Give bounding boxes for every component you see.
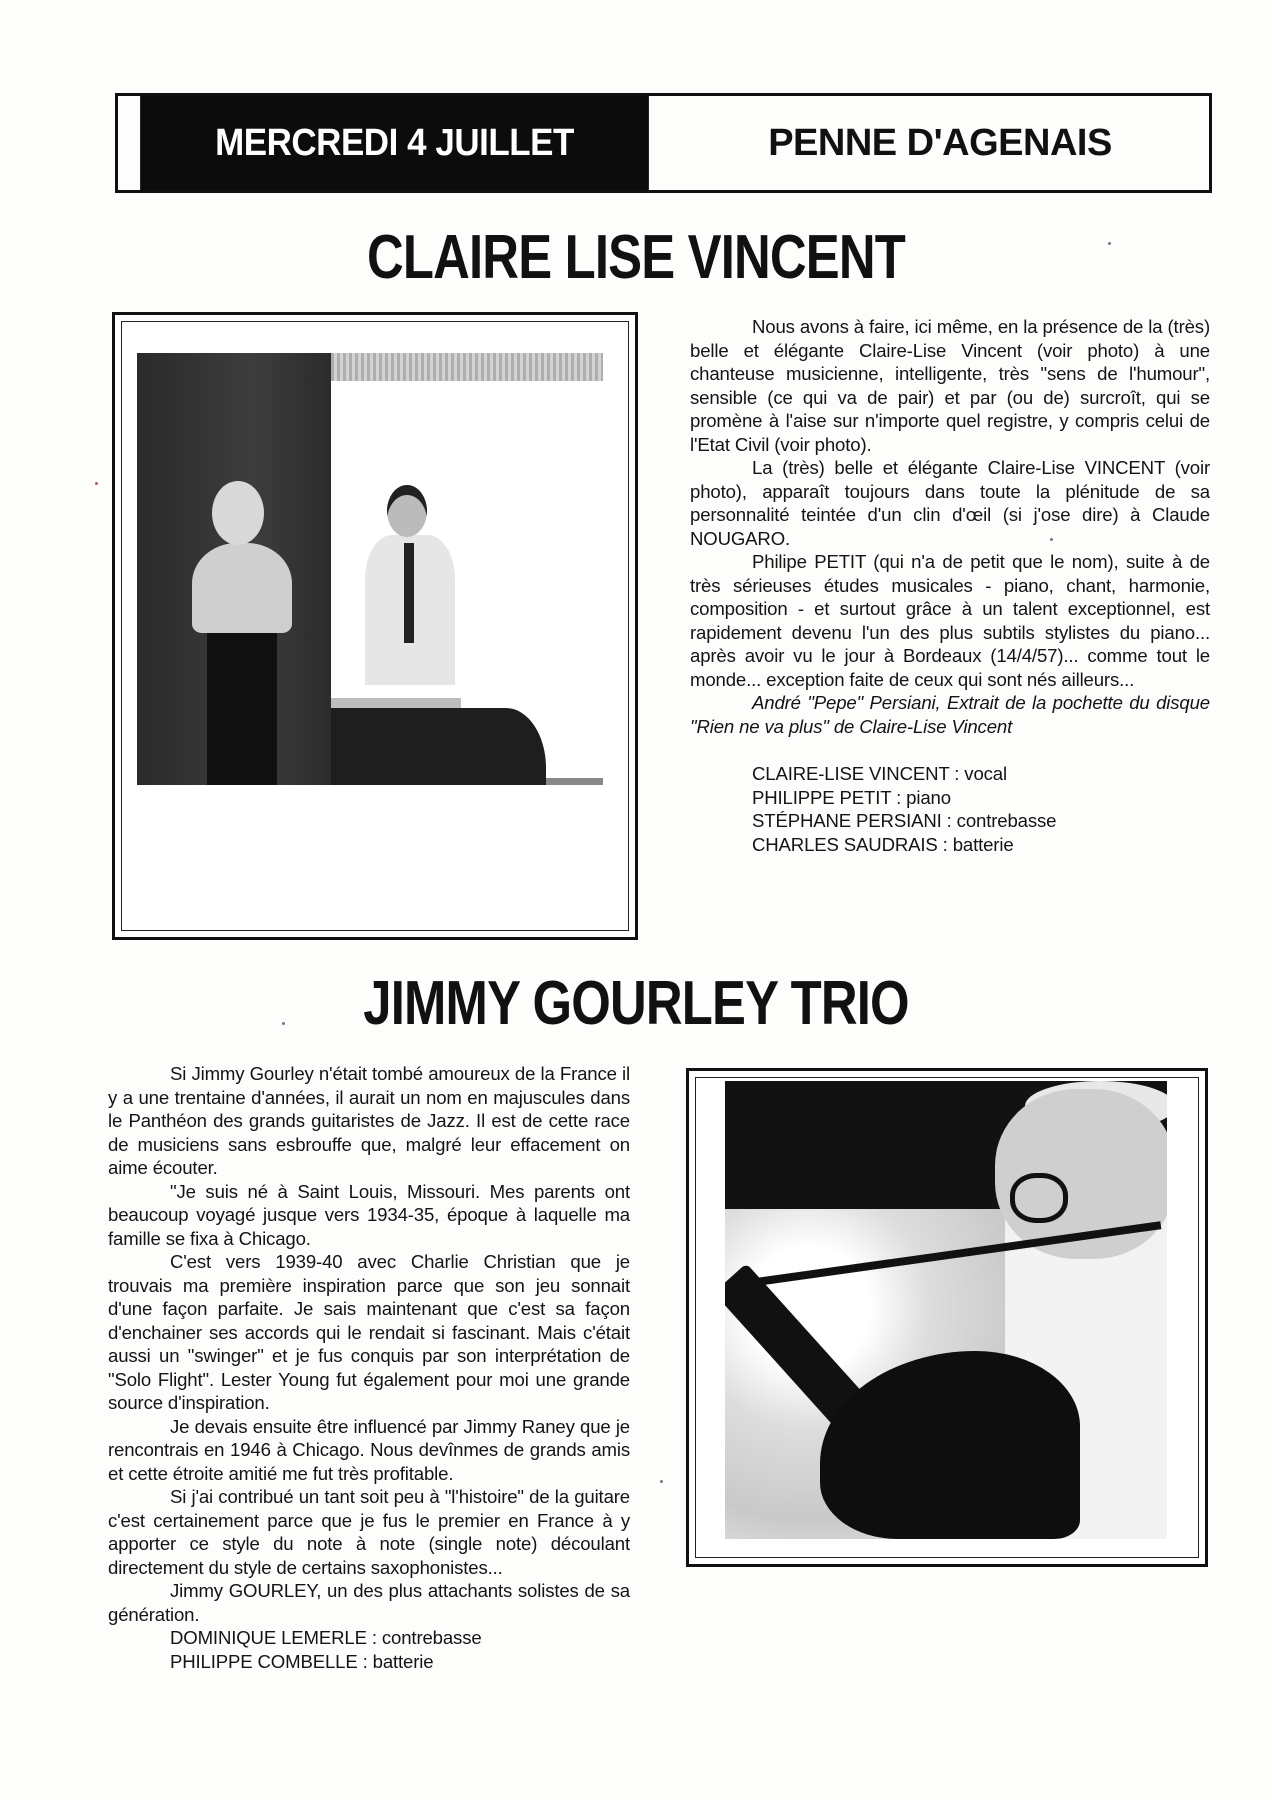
paragraph: Jimmy GOURLEY, un des plus attachants solistes de sa génération. [108,1580,630,1625]
lineup-item: PHILIPPE PETIT : piano [752,786,951,808]
event-date: MERCREDI 4 JUILLET [140,96,649,190]
paragraph: La (très) belle et élégante Claire-Lise VINCENT (voir photo), apparaît toujours dans toute la plénitude de sa personnalité teintée d'un clin d'œil (si j'ose dire) à Claude NOUGARO. [690,457,1210,549]
lineup-item: DOMINIQUE LEMERLE : contrebasse [170,1627,482,1648]
photo-woman-shoulders [192,543,292,633]
paragraph: Si j'ai contribué un tant soit peu à "l'histoire" de la guitare c'est certainement parce que je fus le premier en France à y apporter ce style du note à note (single note) découlant directement du style de certains saxophonistes... [108,1486,630,1578]
photo-woman-head [212,481,264,545]
paragraph: C'est vers 1939-40 avec Charlie Christian que je trouvais ma première inspiration parce que son jeu sonnait d'une façon parfaite. Je sais maintenant que c'est sa façon d'enchainer ses accords qui le rendait si fascinant. Mais c'était aussi un "swinger" et je fus conquis par son interprétation de "Solo Flight". Lester Young fut également pour moi une grande source d'inspiration. [108,1251,630,1413]
photo-glasses [1010,1173,1068,1223]
scan-speck [1050,538,1053,541]
photo-frame-claire-lise-vincent [112,312,638,940]
lineup-list [108,1626,630,1673]
section-title-claire-lise-vincent: CLAIRE LISE VINCENT [366,223,906,292]
scan-speck [95,482,98,485]
scan-speck [1108,242,1111,245]
citation: André "Pepe" Persiani, Extrait de la pochette du disque "Rien ne va plus" de Claire-Lise Vincent [690,692,1210,737]
photo-grain-strip [331,353,603,381]
article-claire-lise-vincent [690,315,1210,856]
photo-man-head [387,485,427,537]
lineup-item: PHILIPPE COMBELLE : batterie [170,1650,434,1672]
paragraph: Philipe PETIT (qui n'a de petit que le nom), suite à de très sérieuses études musicales - piano, chant, harmonie, composition - et surtout grâce à un talent exceptionnel, est rapidement devenu l'un des plus subtils stylistes du piano... après avoir vu le jour à Bordeaux (14/4/57)... comme tout le monde... exception faite de ceux qui sont nés ailleurs... [690,551,1210,690]
scan-speck [660,1480,663,1483]
photo-claire-lise-vincent-and-philippe-petit [137,353,603,785]
photo-man-tie [404,543,414,643]
article-jimmy-gourley-trio [108,1062,630,1673]
photo-frame-jimmy-gourley [686,1068,1208,1567]
paragraph: Si Jimmy Gourley n'était tombé amoureux de la France il y a une trentaine d'années, il aurait un nom en majuscules dans le Panthéon des grands guitaristes de Jazz. Il est de cette race de musiciens sans esbrouffe que, malgré leur effacement on aime écouter. [108,1063,630,1178]
scan-speck [282,1022,285,1025]
photo-jimmy-gourley-guitar [725,1081,1167,1539]
paragraph: Je devais ensuite être influencé par Jimmy Raney que je rencontrais en 1946 à Chicago. Nous devînmes de grands amis et cette étroite amitié me fut très profitable. [108,1415,630,1484]
paragraph: Nous avons à faire, ici même, en la présence de la (très) belle et élégante Claire-Lise Vincent (voir photo) à une chanteuse musicienne, intelligente, très "sens de l'humour", sensible (ce qui va de pair) et par (ou de) surcroît, qui se promène à l'aise sur n'importe quel registre, y compris celui de l'Etat Civil (voir photo). [690,316,1210,455]
lineup-list [690,762,1210,856]
lineup-item: STÉPHANE PERSIANI : contrebasse [752,810,1057,831]
event-header [115,93,1212,193]
photo-roulette-table [331,708,546,785]
event-place: PENNE D'AGENAIS [768,121,1112,164]
photo-floor-strip [546,778,603,785]
paragraph: "Je suis né à Saint Louis, Missouri. Mes parents ont beaucoup voyagé jusque vers 1934-35, époque à laquelle ma famille se fixa à Chicago. [108,1180,630,1249]
lineup-item: CLAIRE-LISE VINCENT : vocal [752,763,1007,784]
lineup-item: CHARLES SAUDRAIS : batterie [752,833,1014,855]
section-title-jimmy-gourley-trio: JIMMY GOURLEY TRIO [363,969,909,1038]
